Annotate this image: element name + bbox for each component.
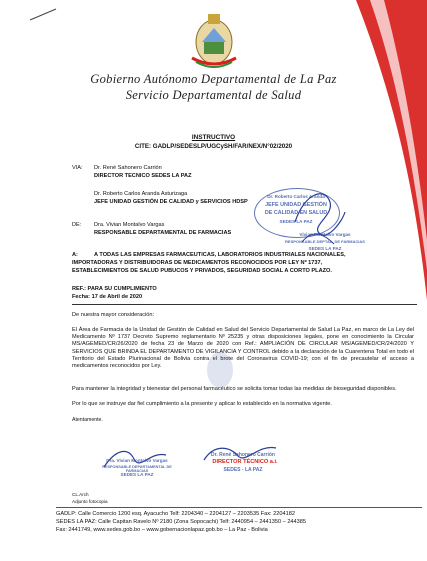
doc-title: INSTRUCTIVO: [191, 134, 236, 141]
header-gobierno: Gobierno Autónomo Departamental de La Paz: [90, 72, 337, 86]
stamp-quality-text2: JEFE UNIDAD GESTIÓN: [265, 202, 327, 208]
stamp-pharmacy-text2: RESPONSABLE DEPTAL. DE FARMACIAS: [285, 239, 365, 244]
via1-name: Dr. René Sahonero Carrión: [94, 165, 162, 171]
a-line2: IMPORTADORAS Y DISTRIBUIDORAS DE MEDICAMENTOS RECONOCIDOS POR LEY Nº 1737,: [72, 260, 323, 266]
via2-role: JEFE UNIDAD GESTIÓN DE CALIDAD y SERVICIOS HDSP: [94, 199, 248, 205]
doc-cite: CITE: GADLP/SEDESLP/UGCySH/FAR/NEX/N°02/2020: [134, 143, 293, 150]
body-paragraph-1: El Área de Farmacia de la Unidad de Gestión de Calidad en Salud del Servicio Departamental de Salud La Paz, en marco de La Ley del Medicamento Nº 1737 Decreto Supremo reglamentario Nº 25235 y otras disposiciones legales, pone en conocimiento la Circular MS/AGEMED/CR/26/2020 de fecha 23 de Marzo de 2020 con Ref.: AMPLIACIÓN DE CIRCULAR MS/AGEMED/CR/24/2020 Y SERVICIOS QUE BRINDA EL DEPARTAMENTO DE VIGILANCIA Y CONTROL debido a la declaración de la Cuarentena Total en todo el Territorio del Estado Plurinacional de Bolivia contra el brote del Coronavirus COVID-19; con el fin de precautelar el acceso a medicamentos reconocidos por Ley.: [72, 327, 414, 370]
footer-line-3: Fax: 2441749, www.sedes.gob.bo – www.gobernacionlapaz.gob.bo – La Paz - Bolivia: [56, 527, 268, 533]
body-paragraph-2: Para mantener la integridad y bienestar del personal farmacéutico se solicita tomar todas las medidas de bioseguridad disponibles.: [72, 386, 397, 392]
via-label: VIA:: [72, 165, 83, 171]
stamp-left-text2: RESPONSABLE DEPARTAMENTAL DE FARMACIAS: [102, 465, 172, 473]
stamp-right-text2: DIRECTOR TÉCNICO a.i.: [212, 459, 278, 465]
footer-line-2: SEDES LA PAZ: Calle Capitan Ravelo Nº 2180 (Zona Sopocachi) Telf: 2440954 – 2441350 – 244385: [56, 519, 306, 525]
ref-divider: [72, 304, 417, 305]
via2-name: Dr. Roberto Carlos Aranda Asturizaga: [94, 191, 188, 197]
footer-divider: [56, 507, 422, 508]
watermark-emblem: [205, 350, 235, 390]
stamp-quality-text3: DE CALIDAD EN SALUD: [264, 210, 328, 216]
a-line1: A TODAS LAS EMPRESAS FARMACEUTICAS, LABORATORIOS INDUSTRIALES NACIONALES,: [94, 252, 346, 258]
stamp-pharmacy-text3: SEDES LA PAZ: [308, 246, 342, 251]
closing: Atentamente.: [72, 417, 103, 423]
stamp-right-text3: SEDES - LA PAZ: [223, 467, 263, 473]
stamp-pharmacy-text1: Vivian Montalvo Vargas: [299, 232, 351, 237]
via1-role: DIRECTOR TECNICO SEDES LA PAZ: [94, 173, 192, 179]
stamp-left-text3: SEDES LA PAZ: [120, 472, 154, 477]
coat-of-arms-emblem: [184, 12, 244, 70]
a-line3: ESTABLECIMIENTOS DE SALUD PUBUCOS Y PRIVADOS, SEGURIDAD SOCIAL A CORTO PLAZO.: [72, 268, 332, 274]
fecha-line: Fecha: 17 de Abril de 2020: [72, 294, 143, 300]
stamp-quality-text1: Dr. Roberto Carlos Aranda: [267, 194, 325, 199]
greeting: De nuestra mayor consideración:: [72, 312, 155, 318]
stamp-right-text1: Dr. René Sahonero Carrión: [211, 452, 275, 458]
stamp-left-text1: Dra. Vivian Montalvo Vargas: [106, 458, 168, 463]
ref-line: REF.: PARA SU CUMPLIMIENTO: [72, 286, 157, 292]
a-label: A:: [72, 252, 78, 258]
stamp-quality-text4: SEDES LA PAZ: [279, 219, 313, 224]
signature-via2: [290, 182, 350, 252]
footer-line-1: GADLP: Calle Comercio 1200 esq. Ayacucho Telf: 2204340 – 2204127 – 2203535 Fax: 2204182: [56, 511, 295, 517]
de-label: DE:: [72, 222, 82, 228]
cc-attachment: Adjunto fotocopia: [72, 499, 108, 504]
de-name: Dra. Vivian Montalvo Vargas: [94, 222, 165, 228]
cc-archive: CL.Arch: [72, 492, 89, 497]
body-paragraph-3: Por lo que se instruye dar fiel cumplimiento a la presente y aplicar lo establecido en la normativa vigente.: [72, 401, 332, 407]
header-servicio: Servicio Departamental de Salud: [125, 88, 302, 102]
pen-mark: [28, 6, 58, 22]
de-role: RESPONSABLE DEPARTAMENTAL DE FARMACIAS: [94, 230, 232, 236]
